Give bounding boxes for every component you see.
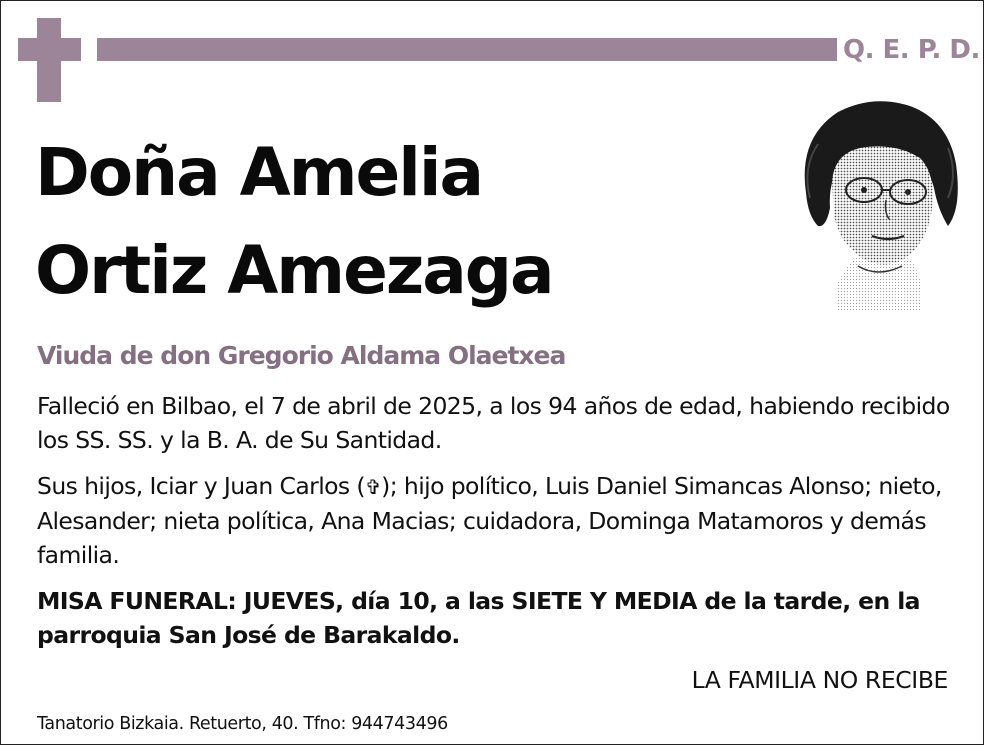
- qepd-label: Q. E. P. D.: [843, 35, 980, 65]
- deceased-name-line-1: Doña Amelia: [35, 134, 483, 211]
- widow-of-line: Viuda de don Gregorio Aldama Olaetxea: [37, 341, 566, 370]
- cross-icon-horizontal: [18, 38, 81, 61]
- family-paragraph: [37, 469, 957, 572]
- header-bar: [97, 38, 837, 61]
- funeral-mass-paragraph: MISA FUNERAL: JUEVES, día 10, a las SIETE Y MEDIA de la tarde, en la parroquia San José de Barakaldo.: [37, 587, 920, 649]
- funeral-home-footer: Tanatorio Bizkaia. Retuerto, 40. Tfno: 944743496: [37, 714, 448, 734]
- no-reception-note: LA FAMILIA NO RECIBE: [691, 666, 948, 694]
- deceased-name-line-2: Ortiz Amezaga: [35, 232, 553, 309]
- cross-icon: ✞: [364, 475, 382, 499]
- portrait-photo: [798, 98, 962, 312]
- family-text-after: ); hijo político, Luis Daniel Simancas Alonso; nieto, Alesander; nieta política, Ana Macias; cuidadora, Dominga Matamoros y demás familia.: [37, 472, 942, 569]
- family-text-before: Sus hijos, Iciar y Juan Carlos (: [37, 472, 365, 500]
- death-notice-paragraph: Falleció en Bilbao, el 7 de abril de 2025, a los 94 años de edad, habiendo recibido los SS. SS. y la B. A. de Su Santidad.: [37, 392, 950, 454]
